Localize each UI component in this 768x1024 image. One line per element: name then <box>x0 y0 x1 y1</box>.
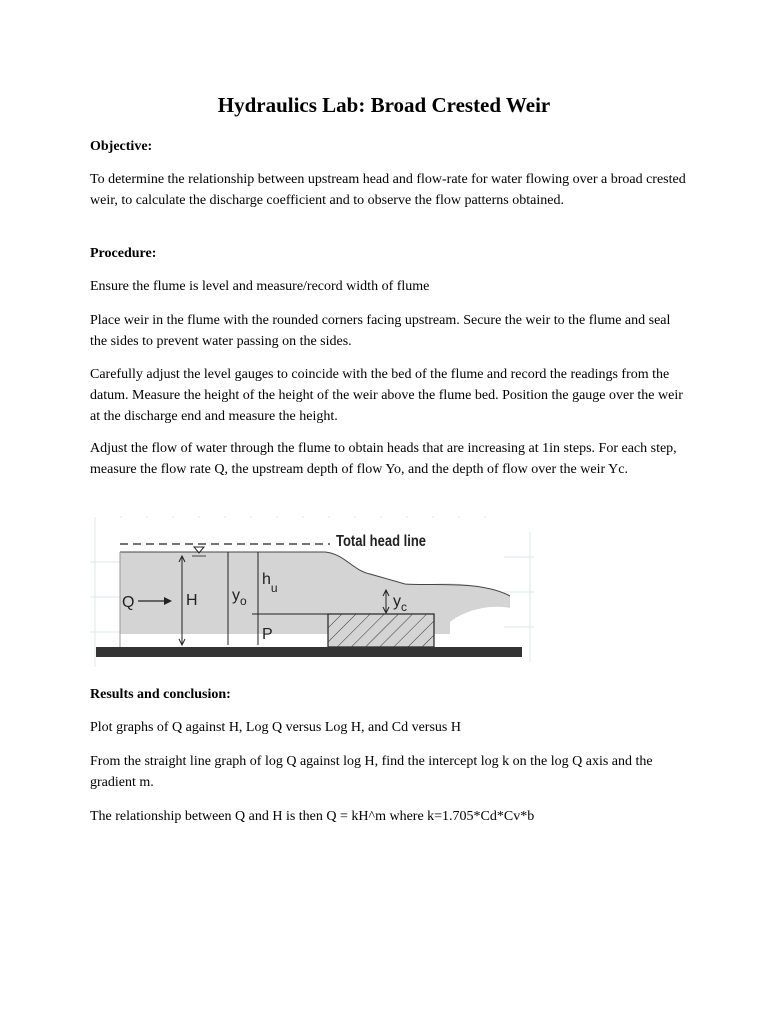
objective-heading: Objective: <box>90 139 153 154</box>
procedure-step-3: Carefully adjust the level gauges to coincide with the bed of the flume and record the readings from the datum. Measure the height of the height of the weir above the flume bed. Position the gauge over the weir at the discharge end and measure the height. <box>90 367 683 424</box>
p-label: P <box>262 626 273 643</box>
objective-text: To determine the relationship between upstream head and flow-rate for water flowing over a broad crested weir, to calculate the discharge coefficient and to observe the flow patterns obtained. <box>90 172 686 208</box>
results-paragraph-2: From the straight line graph of log Q against log H, find the intercept log k on the log Q axis and the gradient m. <box>90 754 653 790</box>
h-label: H <box>186 592 198 609</box>
broad-crested-weir-diagram <box>90 512 534 672</box>
yo-label: $y_o$ <box>232 587 247 608</box>
procedure-step-4: Adjust the flow of water through the flume to obtain heads that are increasing at 1in steps. For each step, measure the flow rate Q, the upstream depth of flow Yo, and the depth of flow over the weir Yc. <box>90 441 677 477</box>
yc-label: $y_c$ <box>393 593 407 614</box>
procedure-heading: Procedure: <box>90 246 157 261</box>
channel-bed <box>96 647 522 657</box>
weir-block <box>328 614 434 647</box>
procedure-step-2: Place weir in the flume with the rounded corners facing upstream. Secure the weir to the flume and seal the sides to prevent water passing on the sides. <box>90 313 671 349</box>
q-label: Q <box>122 594 135 611</box>
total-head-label: Total head line <box>336 533 427 550</box>
document-title: Hydraulics Lab: Broad Crested Weir <box>217 93 551 117</box>
results-paragraph-3: The relationship between Q and H is then Q = kH^m where k=1.705*Cd*Cv*b <box>90 809 535 824</box>
results-heading: Results and conclusion: <box>90 687 231 702</box>
results-paragraph-1: Plot graphs of Q against H, Log Q versus Log H, and Cd versus H <box>90 720 461 735</box>
hu-label: $h_u$ <box>262 571 278 595</box>
procedure-step-1: Ensure the flume is level and measure/record width of flume <box>90 279 430 294</box>
